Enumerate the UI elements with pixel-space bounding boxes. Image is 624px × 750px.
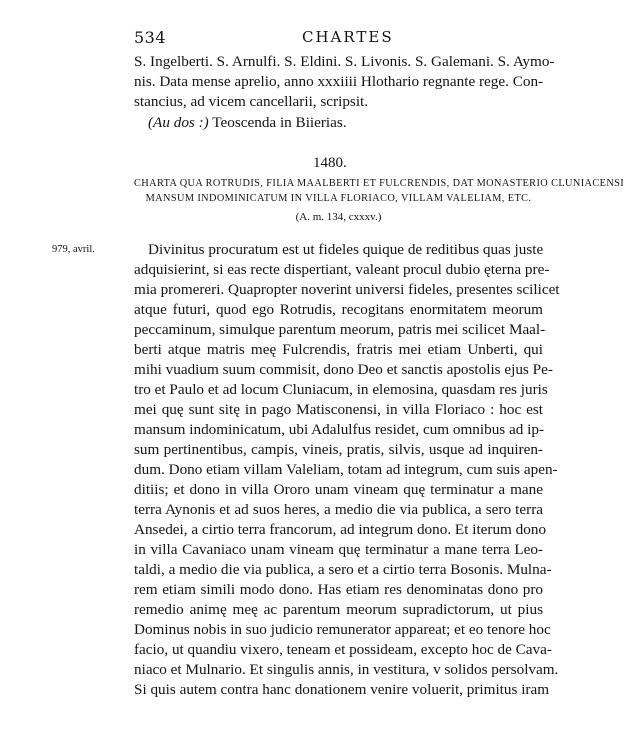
endorsement-text: Teoscenda in Biierias. [212,114,347,131]
archive-reference: (A. m. 134, cxxxv.) [295,211,382,223]
body-line: terra Aynonis et ad suos heres, a medio die via publica, a sero terra [134,501,543,518]
body-line: Si quis autem contra hanc donationem venire voluerit, primitus iram [134,681,550,698]
running-title: CHARTES [302,28,394,46]
body-line: niaco et Mulnario. Et singulis annis, in vestitura, v solidos persolvam. [134,661,559,678]
body-line: in villa Cavaniaco unam vineam quę terminatur a mane terra Leo- [134,541,543,558]
charter-number: 1480. [313,155,347,171]
charter-summary-line: MANSUM INDOMINICATUM IN VILLA FLORIACO, VILLAM VALELIAM, ETC. [145,193,532,204]
body-line: Ansedei, a cirtio terra francorum, ad integrum dono. Et iterum dono [134,521,547,538]
body-line: facio, ut quandiu vixero, teneam et possideam, excepto hoc de Cava- [134,641,552,658]
body-line: adquisierint, si eas recte dispertiant, valeant procul dubio ęterna pre- [134,261,550,278]
body-line: Divinitus procuratum est ut fideles quique de reditibus quas juste [148,241,544,258]
endorsement-line [148,113,543,133]
body-line: mei quę sunt sitę in pago Matisconensi, in villa Floriaco : hoc est [134,401,543,418]
page-header [134,28,544,52]
body-line: Dominus nobis in suo judicio remunerator appareat; et eo tenore hoc [134,621,551,638]
body-line: dum. Dono etiam villam Valeliam, totam ad integrum, cum suis apen- [134,461,558,478]
body-line: tro et Paulo et ad locum Cluniacum, in elemosina, quasdam res juris [134,381,548,398]
body-line: ditiis; et dono in villa Ororo unam vineam quę terminatur a mane [134,481,543,498]
body-line: mansum indominicatum, ubi Adalulfus residet, cum omnibus ad ip- [134,421,545,438]
previous-charter-line: S. Ingelberti. S. Arnulfi. S. Eldini. S. Livonis. S. Galemani. S. Aymo- [134,53,555,70]
body-line: berti atque matris meę Fulcrendis, fratris mei etiam Unberti, qui [134,341,543,358]
margin-date: 979, avril. [52,244,95,255]
charter-summary-line: CHARTA QUA ROTRUDIS, FILIA MAALBERTI ET FULCRENDIS, DAT MONASTERIO CLUNIACENSI [134,178,624,189]
body-line: remedio animę meę ac parentum meorum supradictorum, ut pius [134,601,543,618]
body-line: mia promereri. Quapropter noverint universi fideles, presentes scilicet [134,281,560,298]
previous-charter-line: stancius, ad vicem cancellarii, scripsit. [134,93,369,110]
page-number: 534 [134,28,167,47]
body-line: rem etiam simili modo dono. Has etiam res denominatas dono pro [134,581,543,598]
body-line: peccaminum, simulque parentum meorum, patris mei scilicet Maal- [134,321,546,338]
previous-charter-line: nis. Data mense aprelio, anno xxxiiii Hlothario regnante rege. Con- [134,73,544,90]
body-line: taldi, a medio die via publica, a sero et a cirtio terra Bosonis. Mulna- [134,561,552,578]
body-line: atque futuri, quod ego Rotrudis, recogitans enormitatem meorum [134,301,543,318]
endorsement-label: (Au dos :) [148,114,209,131]
body-line: mihi vuadium suum commisit, dono Deo et sanctis apostolis ejus Pe- [134,361,553,378]
body-line: sum pertinentibus, campis, vineis, pratis, silvis, usque ad inquiren- [134,441,543,458]
